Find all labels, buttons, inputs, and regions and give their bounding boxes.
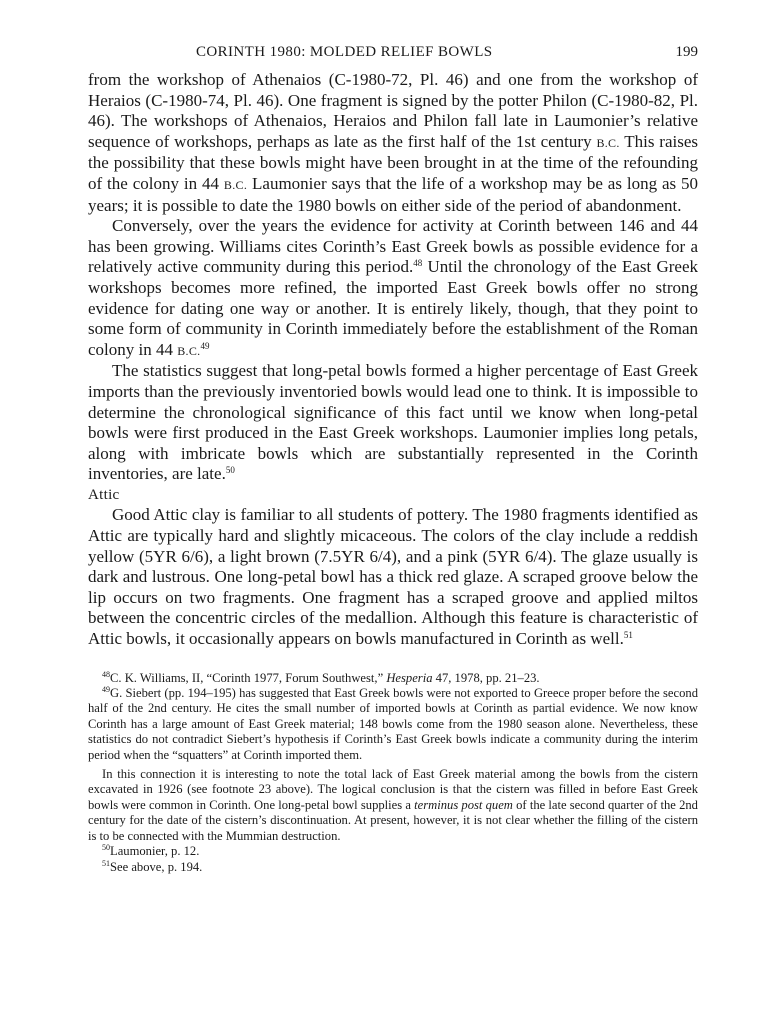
footnote-49-continuation-text-b: of the late second quarter of the 2nd century for the date of the cistern’s discontinuation. At present, however, it is not clear whether the filling of the cistern is to be connected with the Mummian destruction.	[88, 797, 698, 843]
footnote-50	[88, 844, 698, 859]
footnote-ref-50[interactable]: 50	[225, 465, 235, 476]
footnote-number: 50	[102, 843, 110, 853]
page-number: 199	[675, 44, 698, 60]
footnote-number: 51	[102, 858, 110, 868]
running-head: CORINTH 1980: MOLDED RELIEF BOWLS	[196, 44, 493, 60]
paragraph-1	[88, 70, 698, 216]
footnote-ref-48[interactable]: 48	[413, 258, 423, 269]
footnote-number: 48	[102, 669, 110, 679]
footnote-ref-49[interactable]: 49	[200, 340, 210, 351]
paragraph-3	[88, 361, 698, 485]
footnote-49-continuation	[88, 767, 698, 844]
latin-term: terminus post quem	[414, 797, 513, 812]
footnote-50-text: Laumonier, p. 12.	[110, 844, 200, 859]
bc-abbreviation: B.C.	[177, 343, 201, 358]
footnote-48	[88, 671, 698, 686]
footnotes	[88, 671, 698, 875]
body-text	[88, 70, 698, 650]
paragraph-4-text: Good Attic clay is familiar to all students of pottery. The 1980 fragments identified as Attic are typically hard and slightly micaceous. The colors of the clay include a reddish yellow (5YR 6/6), a light brown (7.5YR 6/4), and a pink (5YR 6/4). The glaze usually is dark and lustrous. One long-petal bowl has a thick red glaze. A scraped groove below the lip occurs on two fragments. One fragment has a scraped groove and applied miltos between the concentric circles of the medallion. Although this feature is characteristic of Attic bowls, it occasionally appears on bowls manufactured in Corinth as well.	[88, 505, 698, 649]
footnote-49-text: G. Siebert (pp. 194–195) has suggested that East Greek bowls were not exported to Greece proper before the second half of the 2nd century. He cites the small number of imported bowls at Corinth as partial evidence. We now know Corinth has a large amount of East Greek material; 148 bowls come from the 1980 season alone. Nevertheless, these statistics do not contradict Siebert’s hypothesis if Corinth’s East Greek bowls indicate a community during the interim period when the “squatters” at Corinth imported them.	[88, 686, 698, 762]
footnote-49	[88, 686, 698, 763]
paragraph-4	[88, 505, 698, 649]
paragraph-2-text-b: Until the chronology of the East Greek workshops becomes more refined, the imported East Greek bowls offer no strong evidence for dating one way or another. It is entirely likely, though, that they point to some form of community in Corinth immediately before the establishment of the Roman colony in 44	[88, 257, 699, 359]
footnote-51	[88, 860, 698, 875]
paragraph-2-text-a: Conversely, over the years the evidence for activity at Corinth between 146 and 44 has been growing. Williams cites Corinth’s East Greek bowls as possible evidence for a relatively active community during this period.	[88, 216, 698, 277]
footnote-ref-51[interactable]: 51	[623, 630, 633, 641]
section-heading-attic: Attic	[88, 486, 120, 503]
footnote-48-text-b: 47, 1978, pp. 21–23.	[435, 670, 540, 685]
footnote-49-continuation-text-a: In this connection it is interesting to note the total lack of East Greek material among the bowls from the cistern excavated in 1926 (see footnote 23 above). The logical conclusion is that the cistern was filled in before East Greek bowls were common in Corinth. One long-petal bowl supplies a	[88, 767, 698, 812]
footnote-51-text: See above, p. 194.	[110, 859, 203, 874]
footnote-48-text-a: C. K. Williams, II, “Corinth 1977, Forum Southwest,”	[110, 670, 384, 685]
paragraph-1-text-c: Laumonier says that the life of a workshop may be as long as 50 years; it is possible to date the 1980 bowls on either side of the period of abandonment.	[88, 173, 699, 215]
journal-title: Hesperia	[386, 670, 433, 685]
page-header	[88, 40, 698, 70]
bc-abbreviation: B.C.	[596, 135, 620, 150]
paragraph-2	[88, 216, 698, 361]
paragraph-3-text: The statistics suggest that long-petal bowls formed a higher percentage of East Greek imports than the previously inventoried bowls would lead one to think. It is impossible to determine the chronological significance of this fact until we know when long-petal bowls were first produced in the East Greek workshops. Laumonier implies long petals, along with imbricate bowls which are substantially represented in the Corinth inventories, are late.	[88, 361, 698, 484]
bc-abbreviation: B.C.	[223, 177, 248, 192]
paragraph-1-text-b: This raises the possibility that these bowls might have been brought in at the time of the refounding of the colony in 44	[88, 131, 699, 193]
paragraph-1-text-a: from the workshop of Athenaios (C-1980-72, Pl. 46) and one from the workshop of Heraios (C-1980-74, Pl. 46). One fragment is signed by the potter Philon (C-1980-82, Pl. 46). The workshops of Athenaios, Heraios and Philon fall late in Laumonier’s relative sequence of workshops, perhaps as late as the first half of the 1st century	[88, 70, 698, 151]
page	[88, 40, 698, 875]
footnote-number: 49	[102, 685, 110, 695]
